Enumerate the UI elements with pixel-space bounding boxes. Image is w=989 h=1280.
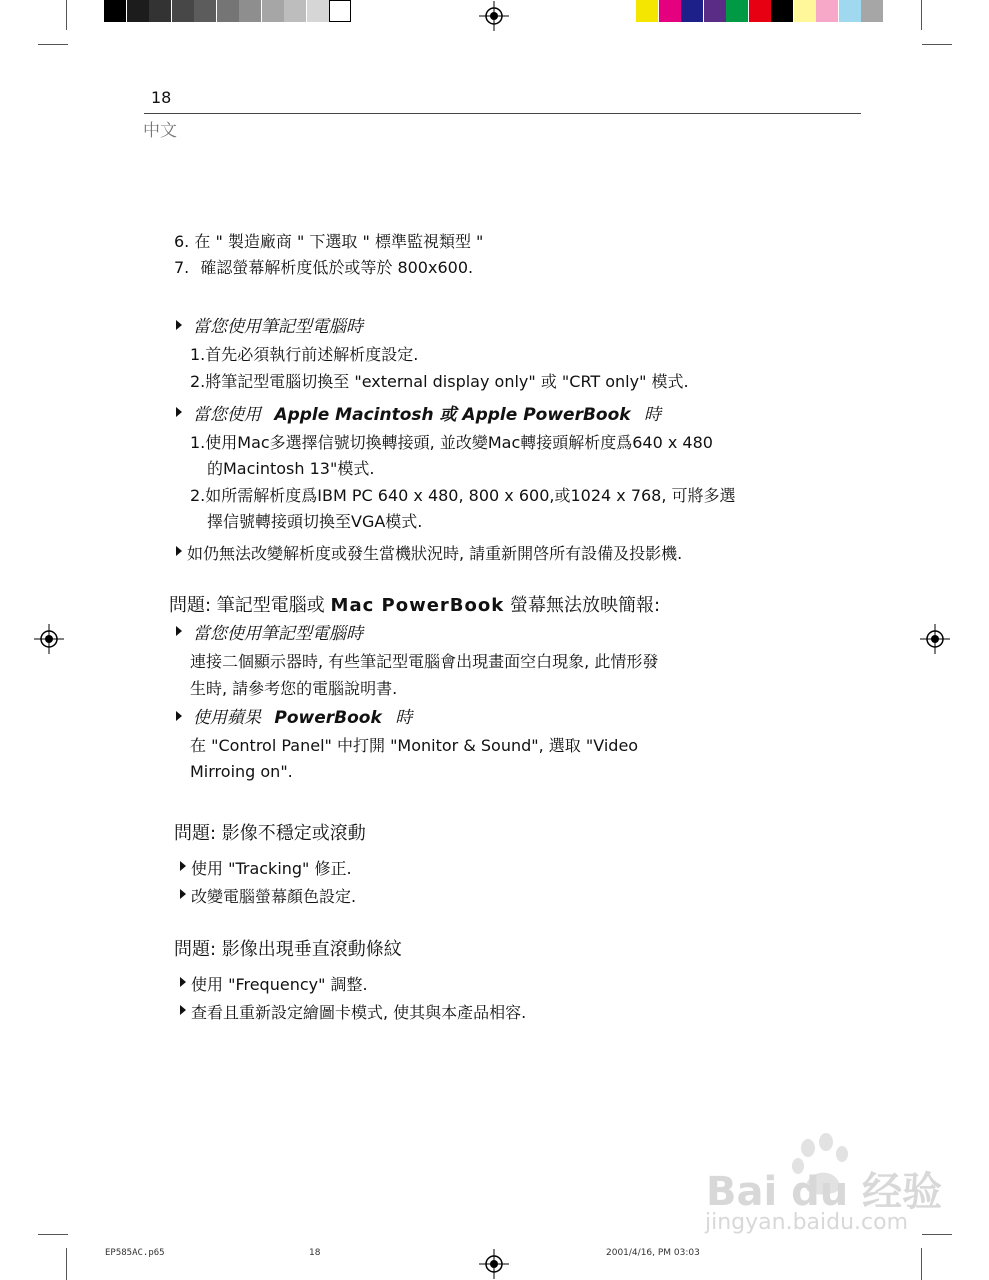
list-item: 查看且重新設定繪圖卡模式, 使其與本產品相容. <box>191 1003 527 1022</box>
gray-swatch <box>329 0 351 22</box>
footer-filename: EP585AC.p65 <box>105 1248 165 1258</box>
color-swatch <box>794 0 816 22</box>
bullet-triangle-icon <box>176 320 182 330</box>
section-item: 的Macintosh 13"模式. <box>207 459 375 478</box>
watermark-url: jingyan.baidu.com <box>705 1210 909 1235</box>
list-item <box>174 232 483 252</box>
color-swatch <box>861 0 883 22</box>
section-heading: 當您使用筆記型電腦時 <box>193 624 363 644</box>
paragraph-line: 生時, 請參考您的電腦說明書. <box>190 679 398 698</box>
registration-mark-icon <box>920 624 950 654</box>
section-item: 2.如所需解析度爲IBM PC 640 x 480, 800 x 600,或1024 x 768, 可將多選 <box>190 486 736 505</box>
list-item: 使用 "Frequency" 調整. <box>191 975 368 994</box>
list-number: 7. <box>174 258 190 277</box>
bullet-triangle-icon <box>176 626 182 636</box>
registration-mark-icon <box>479 1 509 31</box>
title-text: 問題: 筆記型電腦或 <box>169 595 325 616</box>
crop-mark <box>66 0 67 30</box>
registration-mark-icon <box>479 1249 509 1279</box>
page-number: 18 <box>151 88 172 107</box>
section-item: 2.將筆記型電腦切換至 "external display only" 或 "CRT only" 模式. <box>190 372 689 391</box>
gray-swatch <box>262 0 284 22</box>
color-swatch <box>749 0 771 22</box>
crop-mark <box>921 1248 922 1280</box>
color-swatch <box>704 0 726 22</box>
color-swatch <box>771 0 793 22</box>
heading-text: 時 <box>395 708 413 728</box>
gray-swatch <box>194 0 216 22</box>
color-swatch <box>681 0 703 22</box>
list-item <box>174 258 473 278</box>
bullet-triangle-icon <box>176 546 182 556</box>
title-product-name: Mac PowerBook <box>330 595 505 616</box>
heading-text: 時 <box>644 405 661 425</box>
color-swatch <box>636 0 658 22</box>
section-heading <box>193 405 661 425</box>
crop-mark <box>922 1234 952 1235</box>
gray-swatch <box>284 0 306 22</box>
bullet-triangle-icon <box>180 977 186 987</box>
paragraph-line: 在 "Control Panel" 中打開 "Monitor & Sound", 選取 "Video <box>190 736 639 755</box>
bullet-triangle-icon <box>176 711 182 721</box>
gray-swatch <box>172 0 194 22</box>
footer-page: 18 <box>309 1248 321 1258</box>
gray-swatch <box>104 0 126 22</box>
bullet-triangle-icon <box>180 1005 186 1015</box>
color-swatch <box>659 0 681 22</box>
heading-product-name: PowerBook <box>274 708 382 728</box>
section-note: 如仍無法改變解析度或發生當機狀況時, 請重新開啓所有設備及投影機. <box>187 544 683 563</box>
list-item: 使用 "Tracking" 修正. <box>191 859 352 878</box>
footer-timestamp: 2001/4/16, PM 03:03 <box>606 1248 700 1258</box>
heading-product-name: Apple Macintosh 或 Apple PowerBook <box>274 405 631 425</box>
gray-swatch <box>239 0 261 22</box>
section-item: 擇信號轉接頭切換至VGA模式. <box>207 512 423 531</box>
crop-mark <box>922 44 952 45</box>
heading-text: 使用蘋果 <box>193 708 261 728</box>
crop-mark <box>38 1234 68 1235</box>
paragraph-line: 連接二個顯示器時, 有些筆記型電腦會出現畫面空白現象, 此情形發 <box>190 652 659 671</box>
section-item: 1.使用Mac多選擇信號切換轉接頭, 並改變Mac轉接頭解析度爲640 x 480 <box>190 433 713 452</box>
header-rule <box>144 113 861 114</box>
problem-title: 問題: 影像不穩定或滾動 <box>174 823 366 844</box>
section-heading <box>193 708 412 728</box>
gray-swatch <box>127 0 149 22</box>
bullet-triangle-icon <box>176 407 182 417</box>
section-item: 1.首先必須執行前述解析度設定. <box>190 345 419 364</box>
heading-text: 當您使用 <box>193 405 261 425</box>
section-heading: 當您使用筆記型電腦時 <box>193 317 363 337</box>
problem-title: 問題: 影像出現垂直滾動條紋 <box>174 939 402 960</box>
list-text: 在 " 製造廠商 " 下選取 " 標準監視類型 " <box>194 232 484 251</box>
gray-swatch <box>217 0 239 22</box>
title-text: 螢幕無法放映簡報: <box>509 595 661 616</box>
crop-mark <box>38 44 68 45</box>
bullet-triangle-icon <box>180 861 186 871</box>
gray-swatch <box>149 0 171 22</box>
list-text: 確認螢幕解析度低於或等於 800x600. <box>200 258 474 277</box>
language-label: 中文 <box>143 121 177 141</box>
color-swatch <box>726 0 748 22</box>
crop-mark <box>66 1248 67 1280</box>
gray-swatch <box>307 0 329 22</box>
list-number: 6. <box>174 232 190 251</box>
problem-title <box>169 596 660 616</box>
watermark-brand: Bai du 经验 <box>706 1169 943 1215</box>
color-swatch <box>816 0 838 22</box>
registration-mark-icon <box>34 624 64 654</box>
bullet-triangle-icon <box>180 889 186 899</box>
crop-mark <box>921 0 922 30</box>
list-item: 改變電腦螢幕顏色設定. <box>191 887 357 906</box>
color-swatch <box>839 0 861 22</box>
paragraph-line: Mirroing on". <box>190 762 293 781</box>
